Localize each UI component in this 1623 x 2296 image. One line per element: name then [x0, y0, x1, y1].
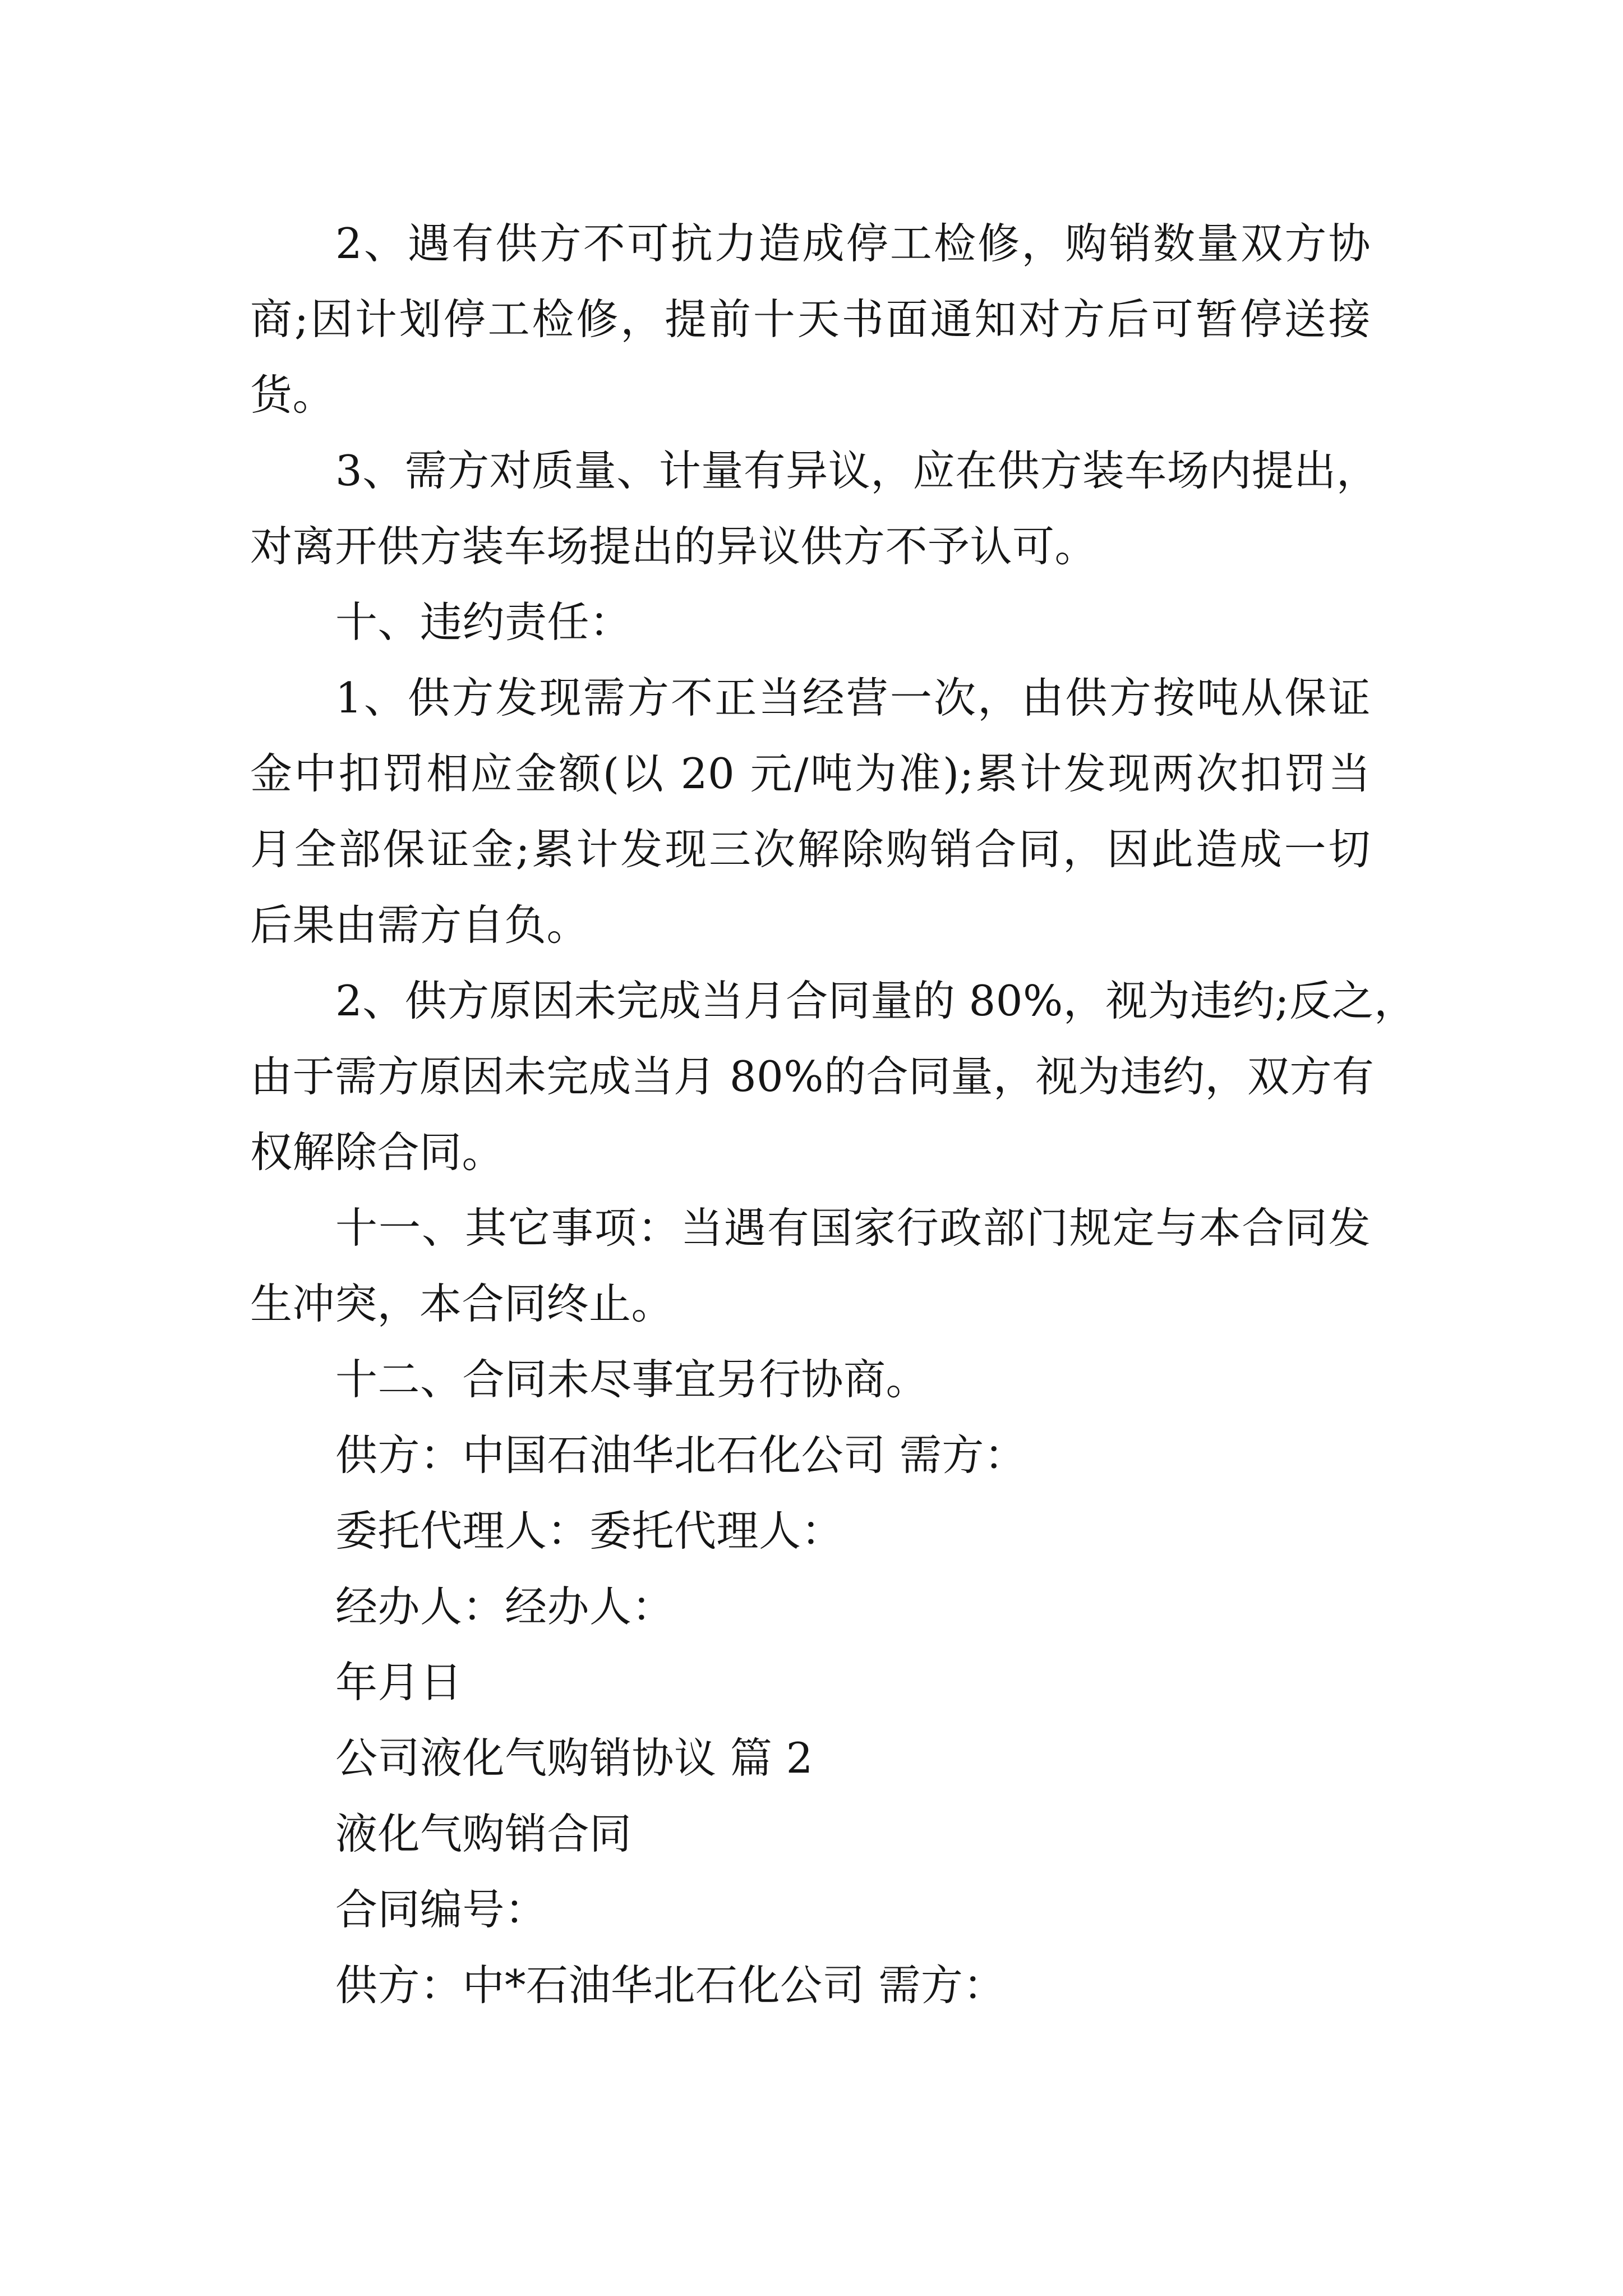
clause-10-1-line-3: 月全部保证金;累计发现三次解除购销合同，因此造成一切	[250, 825, 1371, 874]
agreement-2-title: 公司液化气购销协议 篇 2	[335, 1733, 813, 1783]
clause-10-1-line-1: 1、供方发现需方不正当经营一次，由供方按吨从保证	[335, 673, 1371, 723]
clause-9-2-line-1: 2、遇有供方不可抗力造成停工检修，购销数量双方协	[335, 219, 1371, 268]
contract-parties-line: 供方：中*石油华北石化公司 需方：	[335, 1961, 1006, 2010]
clause-10-1-line-2: 金中扣罚相应金额(以 20 元/吨为准);累计发现两次扣罚当	[250, 749, 1371, 798]
supplier-buyer-line: 供方：中国石油华北石化公司 需方：	[335, 1430, 1027, 1480]
section-11-line-1: 十一、其它事项：当遇有国家行政部门规定与本合同发	[335, 1203, 1371, 1253]
section-11-line-2: 生冲突，本合同终止。	[250, 1279, 674, 1328]
agent-line: 委托代理人：委托代理人：	[335, 1506, 844, 1556]
clause-9-2-line-3: 货。	[250, 370, 335, 420]
clause-10-2-line-1: 2、供方原因未完成当月合同量的 80%，视为违约;反之，	[335, 976, 1417, 1025]
contract-title: 液化气购销合同	[335, 1809, 632, 1858]
date-line: 年月日	[335, 1658, 463, 1707]
section-10-heading: 十、违约责任：	[335, 597, 632, 647]
contract-number-line: 合同编号：	[335, 1885, 547, 1934]
clause-10-1-line-4: 后果由需方自负。	[250, 900, 589, 950]
clause-9-3-line-2: 对离开供方装车场提出的异议供方不予认可。	[250, 522, 1098, 571]
handler-line: 经办人：经办人：	[335, 1582, 675, 1631]
section-12: 十二、合同未尽事宜另行协商。	[335, 1355, 929, 1404]
clause-10-2-line-3: 权解除合同。	[250, 1128, 505, 1177]
clause-9-2-line-2: 商;因计划停工检修，提前十天书面通知对方后可暂停送接	[250, 295, 1371, 344]
clause-10-2-line-2: 由于需方原因未完成当月 80%的合同量，视为违约，双方有	[250, 1052, 1375, 1101]
clause-9-3-line-1: 3、需方对质量、计量有异议，应在供方装车场内提出，	[335, 446, 1379, 495]
